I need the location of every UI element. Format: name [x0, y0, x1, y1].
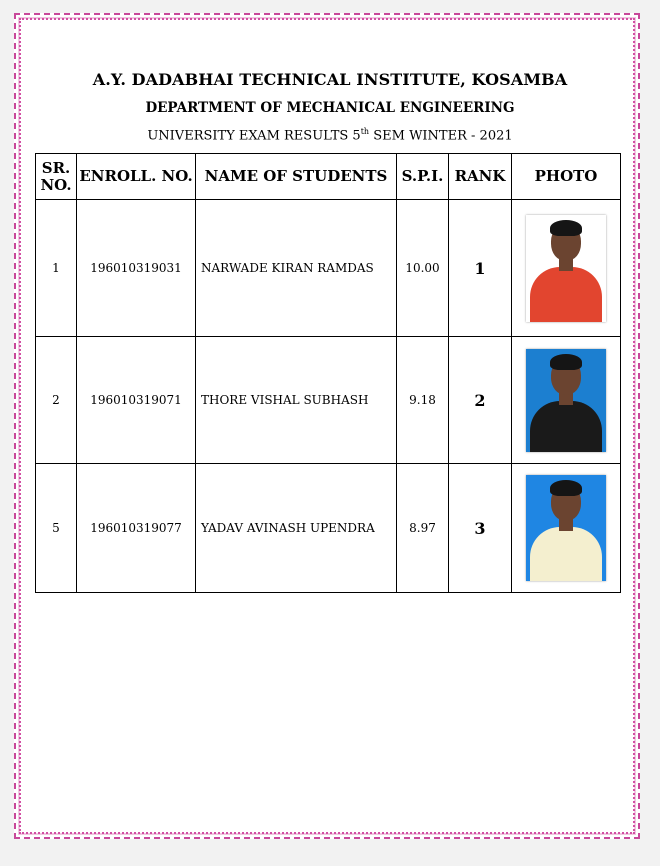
- exam-subtitle: [0, 127, 660, 143]
- cell-photo: [512, 337, 621, 464]
- cell-spi: 8.97: [397, 464, 449, 593]
- cell-enroll: 196010319071: [77, 337, 196, 464]
- department-title: DEPARTMENT OF MECHANICAL ENGINEERING: [145, 100, 515, 116]
- cell-photo: [512, 200, 621, 337]
- exam-prefix: UNIVERSITY EXAM RESULTS 5: [147, 128, 361, 144]
- cell-sr: 5: [36, 464, 77, 593]
- results-table: [35, 153, 621, 593]
- col-spi: S.P.I.: [397, 154, 449, 200]
- cell-name: YADAV AVINASH UPENDRA: [196, 464, 397, 593]
- cell-name: NARWADE KIRAN RAMDAS: [196, 200, 397, 337]
- col-sr-no: [36, 154, 77, 200]
- col-sr-line1: SR.: [41, 158, 71, 177]
- cell-spi: 10.00: [397, 200, 449, 337]
- table-row: [36, 337, 621, 464]
- cell-photo: [512, 464, 621, 593]
- cell-sr: 1: [36, 200, 77, 337]
- cell-enroll: 196010319031: [77, 200, 196, 337]
- photo-shirt: [530, 527, 602, 581]
- cell-name: THORE VISHAL SUBHASH: [196, 337, 397, 464]
- col-enroll-no: ENROLL. NO.: [77, 154, 196, 200]
- cell-spi: 9.18: [397, 337, 449, 464]
- photo-hair: [550, 480, 582, 496]
- institute-title: A.Y. DADABHAI TECHNICAL INSTITUTE, KOSAMBA: [92, 70, 568, 89]
- photo-shirt: [530, 401, 602, 452]
- col-sr-line2: NO.: [40, 175, 72, 194]
- cell-rank: 2: [449, 337, 512, 464]
- photo-hair: [550, 354, 582, 370]
- photo-hair: [550, 220, 582, 236]
- cell-sr: 2: [36, 337, 77, 464]
- photo-shirt: [530, 267, 602, 322]
- exam-suffix: SEM WINTER - 2021: [369, 128, 513, 144]
- cell-rank: 1: [449, 200, 512, 337]
- student-photo: [526, 215, 606, 322]
- student-photo: [526, 475, 606, 581]
- exam-sup: th: [360, 127, 370, 136]
- table-row: [36, 464, 621, 593]
- table-header-row: [36, 154, 621, 200]
- cell-rank: 3: [449, 464, 512, 593]
- col-photo: PHOTO: [512, 154, 621, 200]
- cell-enroll: 196010319077: [77, 464, 196, 593]
- col-student-name: NAME OF STUDENTS: [196, 154, 397, 200]
- student-photo: [526, 349, 606, 452]
- table-row: [36, 200, 621, 337]
- col-rank: RANK: [449, 154, 512, 200]
